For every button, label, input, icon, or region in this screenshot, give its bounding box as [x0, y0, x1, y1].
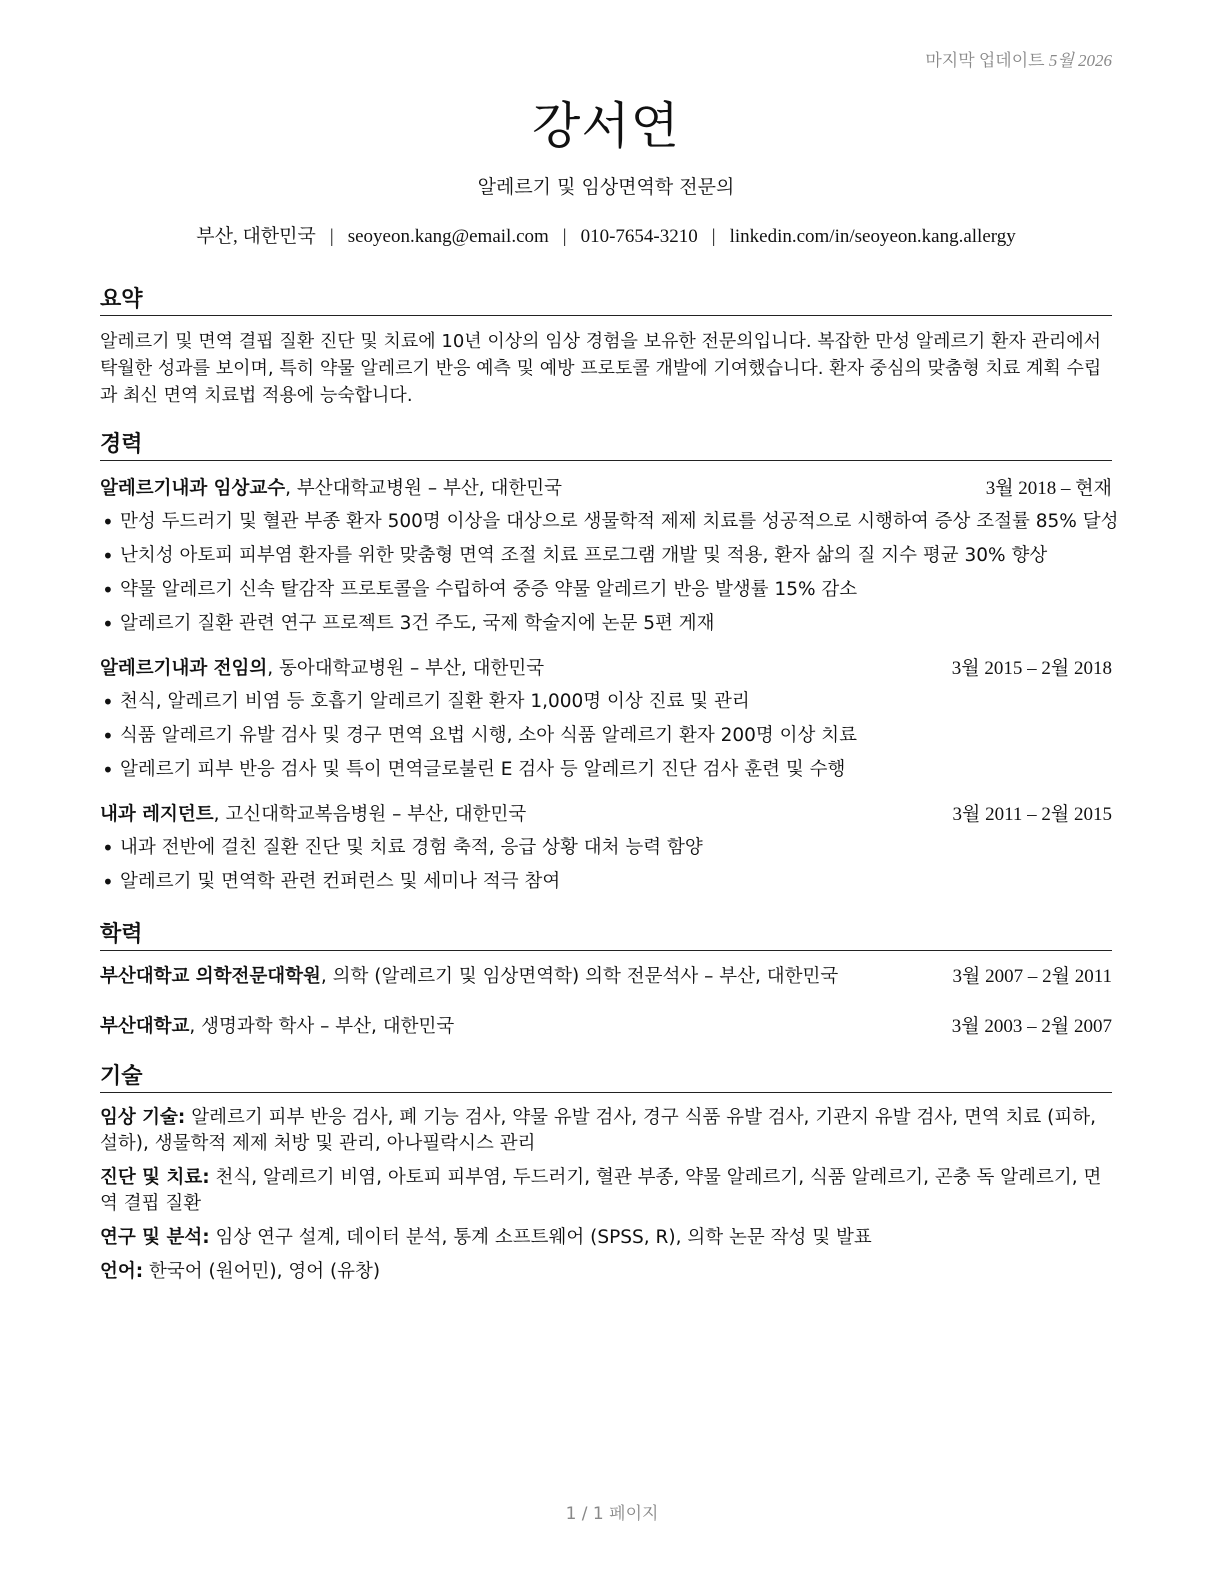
experience-date: 3월 2018 – 현재: [985, 478, 1112, 499]
contact-separator: |: [711, 226, 716, 247]
contact-email[interactable]: seoyeon.kang@email.com: [347, 226, 549, 247]
education-school: 부산대학교 의학전문대학원: [100, 966, 321, 987]
experience-entry: [100, 801, 1112, 899]
section-title-experience: 경력: [100, 427, 1112, 461]
experience-bullet: • 난치성 아토피 피부염 환자를 위한 맞춤형 면역 조절 치료 프로그램 개발 및 적용, 환자 삶의 질 지수 평균 30% 향상: [120, 539, 1112, 573]
experience-date: 3월 2011 – 2월 2015: [952, 804, 1112, 825]
experience-bullet: • 약물 알레르기 신속 탈감작 프로토콜을 수립하여 중증 약물 알레르기 반응 발생률 15% 감소: [120, 573, 1112, 607]
resume-page: [100, 0, 1119, 1285]
education-date: 3월 2003 – 2월 2007: [951, 1016, 1112, 1037]
skill-text: 임상 연구 설계, 데이터 분석, 통계 소프트웨어 (SPSS, R), 의학 논문 작성 및 발표: [209, 1227, 872, 1248]
education-detail: , 생명과학 학사 – 부산, 대한민국: [189, 1016, 455, 1037]
experience-bullet: • 내과 전반에 걸친 질환 진단 및 치료 경험 축적, 응급 상황 대처 능력 함양: [120, 831, 1112, 865]
education-date: 3월 2007 – 2월 2011: [952, 966, 1112, 987]
skill-label: 임상 기술:: [100, 1107, 186, 1128]
experience-bullet: • 천식, 알레르기 비염 등 호흡기 알레르기 질환 환자 1,000명 이상 진료 및 관리: [120, 685, 1112, 719]
skill-label: 진단 및 치료:: [100, 1167, 210, 1188]
candidate-title: 알레르기 및 임상면역학 전문의: [477, 176, 735, 198]
experience-bullet: • 알레르기 및 면역학 관련 컨퍼런스 및 세미나 적극 참여: [120, 865, 1112, 899]
experience-bullet: • 알레르기 질환 관련 연구 프로젝트 3건 주도, 국제 학술지에 논문 5편 게재: [120, 607, 1112, 641]
skill-label: 언어:: [100, 1261, 144, 1282]
section-title-summary: 요약: [100, 282, 1112, 316]
updated-label: 마지막 업데이트: [925, 51, 1045, 70]
experience-bullet: • 만성 두드러기 및 혈관 부종 환자 500명 이상을 대상으로 생물학적 제제 치료를 성공적으로 시행하여 증상 조절률 85% 달성: [120, 505, 1112, 539]
experience-entry: [100, 475, 1119, 641]
skill-text: 한국어 (원어민), 영어 (유창): [143, 1261, 381, 1282]
experience-org: , 고신대학교복음병원 – 부산, 대한민국: [213, 804, 527, 825]
contact-phone: 010-7654-3210: [580, 226, 698, 247]
experience-date: 3월 2015 – 2월 2018: [951, 658, 1112, 679]
candidate-name: 강서연: [532, 97, 680, 155]
contact-separator: |: [329, 226, 334, 247]
experience-org: , 동아대학교병원 – 부산, 대한민국: [267, 658, 545, 679]
experience-entry: [100, 655, 1112, 787]
experience-bullet: • 알레르기 피부 반응 검사 및 특이 면역글로불린 E 검사 등 알레르기 진단 검사 훈련 및 수행: [120, 753, 1112, 787]
section-title-education: 학력: [100, 917, 1112, 951]
contact-location: 부산, 대한민국: [196, 226, 316, 247]
skill-row: [100, 1105, 1112, 1157]
skill-text: 천식, 알레르기 비염, 아토피 피부염, 두드러기, 혈관 부종, 약물 알레르기, 식품 알레르기, 곤충 독 알레르기, 면역 결핍 질환: [100, 1167, 1102, 1214]
skill-row: [100, 1225, 1112, 1251]
skill-label: 연구 및 분석:: [100, 1227, 210, 1248]
education-entry: [100, 1013, 1112, 1041]
education-school: 부산대학교: [100, 1016, 190, 1037]
education-entry: [100, 963, 1112, 991]
skill-row: [100, 1165, 1112, 1217]
updated-date: 5월 2026: [1048, 51, 1112, 70]
experience-role: 내과 레지던트: [100, 804, 214, 825]
skill-row: [100, 1259, 1112, 1285]
section-title-skills: 기술: [100, 1059, 1112, 1093]
experience-role: 알레르기내과 전임의: [100, 658, 268, 679]
skill-text: 알레르기 피부 반응 검사, 폐 기능 검사, 약물 유발 검사, 경구 식품 유발 검사, 기관지 유발 검사, 면역 치료 (피하, 설하), 생물학적 제제 처방 및 관리, 아나필락시스 관리: [100, 1107, 1097, 1154]
page-number: 1 / 1 페이지: [565, 1504, 659, 1524]
summary-text: 알레르기 및 면역 결핍 질환 진단 및 치료에 10년 이상의 임상 경험을 보유한 전문의입니다. 복잡한 만성 알레르기 환자 관리에서 탁월한 성과를 보이며, 특히 약물 알레르기 반응 예측 및 예방 프로토콜 개발에 기여했습니다. 환자 중심의 맞춤형 치료 계획 수립과 최신 면역 치료법 적용에 능숙합니다.: [100, 331, 1102, 406]
experience-org: , 부산대학교병원 – 부산, 대한민국: [285, 478, 563, 499]
education-detail: , 의학 (알레르기 및 임상면역학) 의학 전문석사 – 부산, 대한민국: [320, 966, 839, 987]
contact-line: [100, 221, 1112, 248]
contact-separator: |: [562, 226, 567, 247]
contact-linkedin[interactable]: linkedin.com/in/seoyeon.kang.allergy: [729, 226, 1016, 247]
experience-bullet: • 식품 알레르기 유발 검사 및 경구 면역 요법 시행, 소아 식품 알레르기 환자 200명 이상 치료: [120, 719, 1112, 753]
experience-role: 알레르기내과 임상교수: [100, 478, 286, 499]
